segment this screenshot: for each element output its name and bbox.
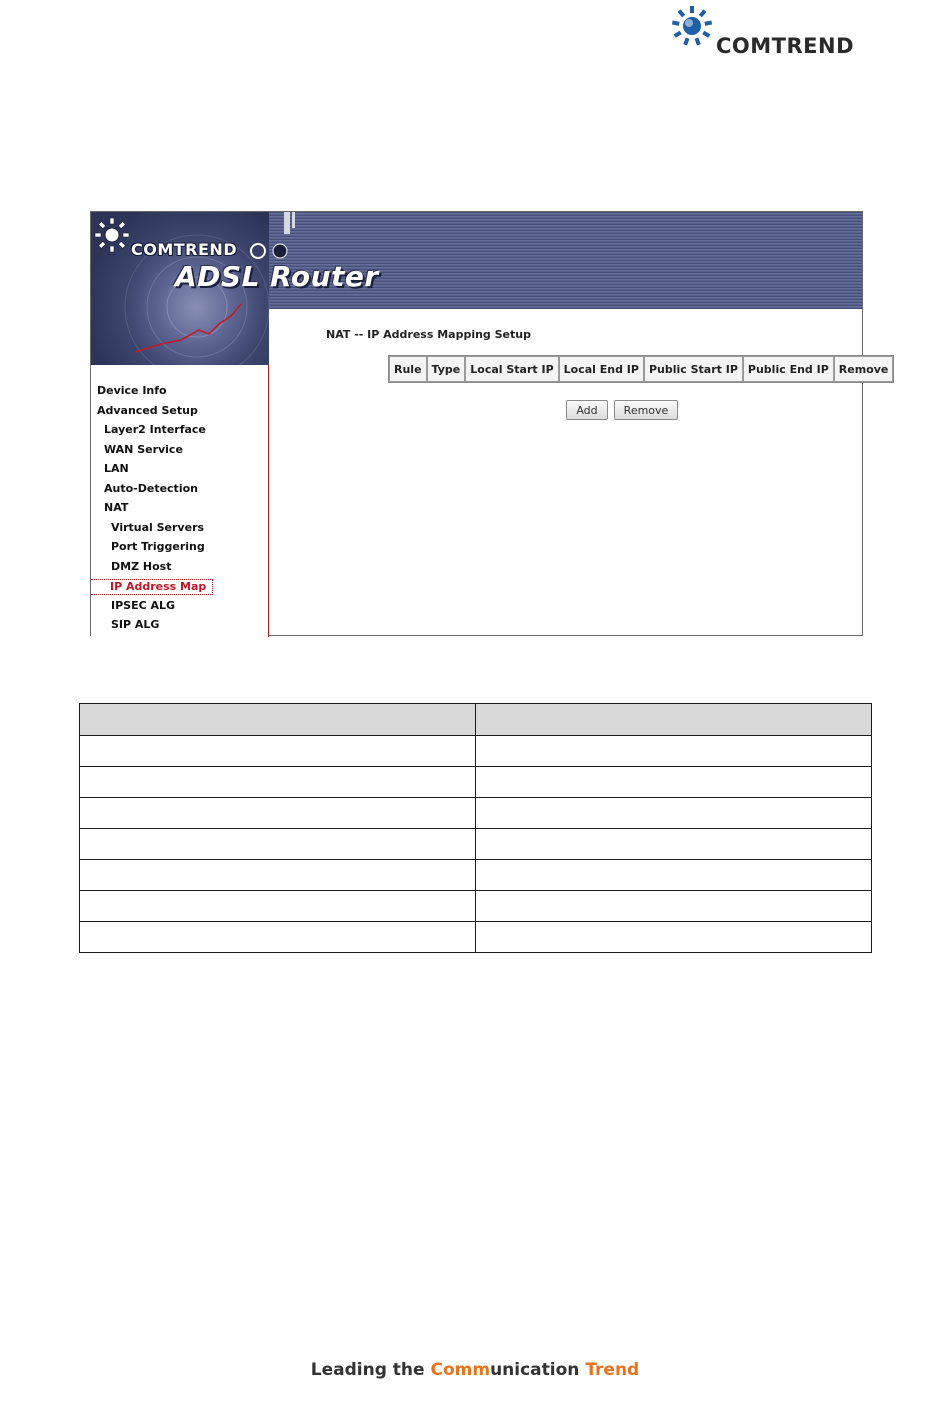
table-row	[80, 736, 872, 767]
column-header: Remove	[834, 356, 894, 382]
sidebar-item-label: IPSEC ALG	[111, 598, 176, 612]
sidebar-item-label: Virtual Servers	[111, 520, 205, 534]
ip-mapping-table	[388, 355, 894, 383]
sidebar-item-label: Device Info	[97, 384, 167, 397]
table-cell	[476, 891, 872, 922]
tagline-part: Leading the	[310, 1360, 431, 1380]
sidebar-item-ipsec-alg[interactable]	[111, 599, 175, 613]
sidebar-item-sip-alg[interactable]	[111, 618, 159, 632]
parameter-table	[79, 703, 872, 953]
column-header: Public End IP	[743, 356, 834, 382]
sidebar-item-device-info[interactable]	[97, 384, 167, 398]
remove-button[interactable]: Remove	[614, 400, 678, 420]
sidebar-item-label: Advanced Setup	[97, 403, 198, 417]
table-cell	[80, 736, 476, 767]
main-content	[270, 309, 889, 635]
sidebar-item-label: WAN Service	[104, 442, 183, 456]
comtrend-sun-icon	[668, 4, 716, 60]
sidebar-item-lan[interactable]	[104, 462, 129, 476]
sidebar-item-label: Layer2 Interface	[104, 423, 206, 436]
sidebar-item-label: LAN	[104, 462, 129, 475]
table-row	[80, 767, 872, 798]
sidebar-item-nat[interactable]	[104, 501, 128, 515]
table-header-row	[80, 704, 872, 736]
table-cell	[80, 704, 476, 736]
table-cell	[476, 736, 872, 767]
sidebar-item-dmz-host[interactable]	[111, 560, 171, 574]
page-title: NAT -- IP Address Mapping Setup	[326, 328, 531, 341]
table-cell	[80, 891, 476, 922]
table-row	[80, 860, 872, 891]
column-header: Public Start IP	[644, 356, 743, 382]
sidebar-item-label: NAT	[104, 501, 129, 514]
router-brand: COMTREND	[131, 240, 238, 259]
table-cell	[476, 860, 872, 891]
column-header: Type	[427, 356, 466, 382]
table-cell	[476, 798, 872, 829]
table-row	[80, 922, 872, 953]
sidebar-item-virtual-servers[interactable]	[111, 521, 204, 535]
column-header: Rule	[389, 356, 427, 382]
product-title: ADSL Router	[175, 260, 379, 293]
comtrend-logo	[668, 4, 868, 60]
table-row	[80, 798, 872, 829]
tagline-part: unication	[490, 1360, 586, 1380]
router-dots-icon	[249, 242, 293, 260]
sidebar-item-ip-address-map[interactable]	[91, 579, 213, 595]
sidebar-item-wan-service[interactable]	[104, 443, 183, 457]
router-sun-icon	[93, 216, 131, 254]
sidebar-item-port-triggering[interactable]	[111, 540, 205, 554]
footer-tagline	[0, 1360, 950, 1380]
table-cell	[80, 860, 476, 891]
table-row	[80, 891, 872, 922]
table-header-row	[389, 356, 893, 382]
sidebar-item-layer2-interface[interactable]	[104, 423, 206, 437]
table-cell	[476, 922, 872, 953]
sidebar-item-auto-detection[interactable]	[104, 482, 198, 496]
tagline-accent: Trend	[585, 1360, 640, 1380]
table-cell	[80, 798, 476, 829]
tagline-accent: Comm	[430, 1360, 491, 1380]
sidebar-item-label: SIP ALG	[111, 618, 160, 631]
sidebar-item-label: Auto-Detection	[104, 481, 198, 495]
column-header: Local Start IP	[465, 356, 558, 382]
table-cell	[476, 704, 872, 736]
sidebar-item-label: DMZ Host	[111, 559, 172, 573]
router-screenshot	[90, 211, 889, 636]
sidebar-item-label: IP Address Map	[110, 580, 207, 593]
brand-wordmark: COMTREND	[716, 34, 855, 58]
banner-decoration	[292, 212, 295, 228]
sidebar-item-label: Port Triggering	[111, 540, 205, 553]
column-header: Local End IP	[559, 356, 644, 382]
table-cell	[476, 829, 872, 860]
table-row	[80, 829, 872, 860]
add-button[interactable]: Add	[566, 400, 608, 420]
banner-decoration	[284, 212, 290, 234]
sidebar-item-advanced-setup[interactable]	[97, 404, 198, 418]
table-cell	[476, 767, 872, 798]
table-cell	[80, 829, 476, 860]
table-cell	[80, 922, 476, 953]
table-cell	[80, 767, 476, 798]
sidebar-menu	[91, 365, 269, 637]
